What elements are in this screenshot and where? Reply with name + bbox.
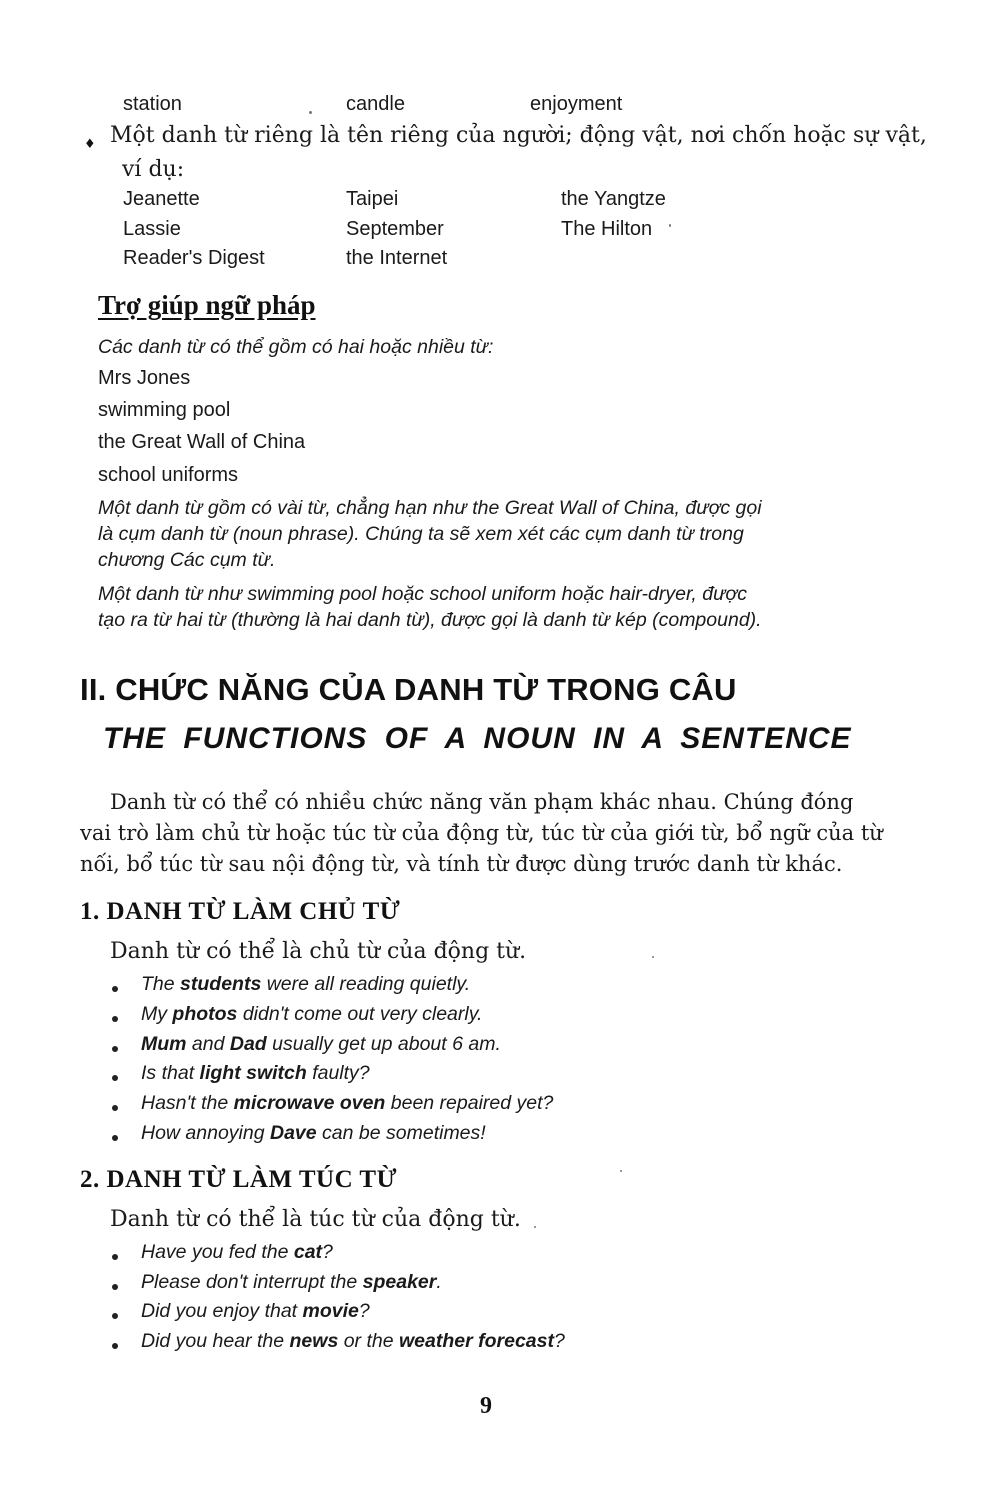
subject-example-2 [141,1003,482,1026]
sentence-text: How annoying [141,1122,270,1144]
subject-example-5 [141,1092,553,1115]
object-example-3 [141,1300,370,1323]
example-taipei: Taipei [346,188,399,210]
section-title: II. CHỨC NĂNG CỦA DANH TỪ TRONG CÂU [80,672,737,707]
bullet-dot-icon [112,1135,118,1141]
example-hilton: The Hilton [561,218,653,240]
sentence-text: Have you fed the [141,1241,294,1263]
proper-noun-line1: Một danh từ riêng là tên riêng của người; động vật, nơi chốn hoặc sự vật, [110,123,927,148]
sentence-text: and [186,1032,230,1055]
grammar-help-intro: Các danh từ có thể gồm có hai hoặc nhiều từ: [98,336,494,358]
grammar-note2-line2: tạo ra từ hai từ (thường là hai danh từ), được gọi là danh từ kép (compound). [98,609,762,631]
bullet-dot-icon [112,1105,118,1111]
example-jeanette: Jeanette [123,188,200,210]
sentence-text: can be sometimes! [316,1122,486,1144]
example-september: September [346,218,444,240]
highlighted-noun: microwave oven [233,1092,386,1115]
scan-speck [652,956,654,958]
diamond-bullet-icon: ♦ [84,137,96,152]
scan-speck [534,1226,536,1228]
sentence-text: Is that [141,1062,200,1085]
sentence-text: The [141,973,181,995]
proper-noun-line2: ví dụ: [122,157,185,182]
sentence-text: ? [358,1300,370,1322]
bullet-dot-icon [112,1016,118,1022]
grammar-example-great-wall: the Great Wall of China [98,431,306,453]
example-yangtze: the Yangtze [561,188,666,210]
bullet-dot-icon [112,1046,118,1052]
grammar-note1-line3: chương Các cụm từ. [98,549,276,571]
sentence-text: Did you enjoy that [141,1300,303,1322]
subject-intro: Danh từ có thể là chủ từ của động từ. [110,939,527,964]
section-paragraph-line1: Danh từ có thể có nhiều chức năng văn phạm khác nhau. Chúng đóng [110,790,854,814]
grammar-example-mrs-jones: Mrs Jones [98,367,191,389]
word-candle: candle [346,93,405,115]
sentence-text: or the [338,1329,399,1352]
subject-example-3 [141,1033,501,1056]
sentence-text: My [141,1002,173,1025]
sentence-text: been repaired yet? [385,1092,554,1115]
highlighted-noun: photos [172,1002,238,1025]
word-enjoyment: enjoyment [530,93,623,115]
scan-speck [669,224,671,227]
sentence-text: didn't come out very clearly. [237,1002,483,1025]
grammar-help-title: Trợ giúp ngữ pháp [98,290,316,320]
subject-example-4 [141,1062,370,1085]
bullet-dot-icon [112,1254,118,1260]
grammar-note1-line2: là cụm danh từ (noun phrase). Chúng ta sẽ xem xét các cụm danh từ trong [98,523,744,545]
highlighted-noun: weather forecast [399,1329,554,1352]
highlighted-noun: Mum [141,1032,187,1055]
object-intro: Danh từ có thể là túc từ của động từ. [110,1207,521,1232]
highlighted-noun: movie [302,1300,359,1322]
sentence-text: Hasn't the [141,1092,234,1115]
bullet-dot-icon [112,1075,118,1081]
sentence-text: faulty? [306,1062,370,1085]
highlighted-noun: Dad [229,1032,267,1055]
highlighted-noun: students [180,973,262,995]
scan-speck [620,1170,622,1172]
bullet-dot-icon [112,986,118,992]
sentence-text: ? [553,1329,565,1352]
object-heading: 2. DANH TỪ LÀM TÚC TỪ [80,1166,398,1193]
bullet-dot-icon [112,1284,118,1290]
section-subtitle: THE FUNCTIONS OF A NOUN IN A SENTENCE [103,722,852,755]
example-readers-digest: Reader's Digest [123,247,265,269]
bullet-dot-icon [112,1313,118,1319]
sentence-text: usually get up about 6 am. [266,1032,501,1055]
object-example-2 [141,1271,442,1294]
highlighted-noun: light switch [199,1062,307,1085]
grammar-example-swimming-pool: swimming pool [98,399,231,421]
sentence-text: were all reading quietly. [261,973,471,995]
example-lassie: Lassie [123,218,181,240]
highlighted-noun: cat [293,1241,323,1263]
subject-example-6 [141,1122,486,1145]
section-paragraph-line2: vai trò làm chủ từ hoặc túc từ của động từ, túc từ của giới từ, bổ ngữ của từ [80,821,883,845]
example-internet: the Internet [346,247,448,269]
highlighted-noun: news [289,1329,339,1352]
sentence-text: Please don't interrupt the [141,1270,363,1293]
sentence-text: Did you hear the [141,1329,290,1352]
sentence-text: ? [322,1241,333,1263]
object-example-1 [141,1241,333,1264]
grammar-note1-line1: Một danh từ gồm có vài từ, chẳng hạn như the Great Wall of China, được gọi [98,497,762,519]
scan-speck [309,111,312,114]
word-station: station [123,93,182,115]
subject-example-1 [141,973,470,996]
subject-heading: 1. DANH TỪ LÀM CHỦ TỪ [80,898,401,925]
page-number: 9 [480,1393,492,1419]
section-paragraph-line3: nối, bổ túc từ sau nội động từ, và tính từ được dùng trước danh từ khác. [80,852,843,876]
grammar-example-school-uniforms: school uniforms [98,464,239,486]
highlighted-noun: speaker [362,1270,437,1293]
bullet-dot-icon [112,1343,118,1349]
sentence-text: . [436,1270,442,1293]
grammar-note2-line1: Một danh từ như swimming pool hoặc school uniform hoặc hair-dryer, được [98,583,747,605]
object-example-4 [141,1330,565,1353]
highlighted-noun: Dave [270,1122,317,1144]
